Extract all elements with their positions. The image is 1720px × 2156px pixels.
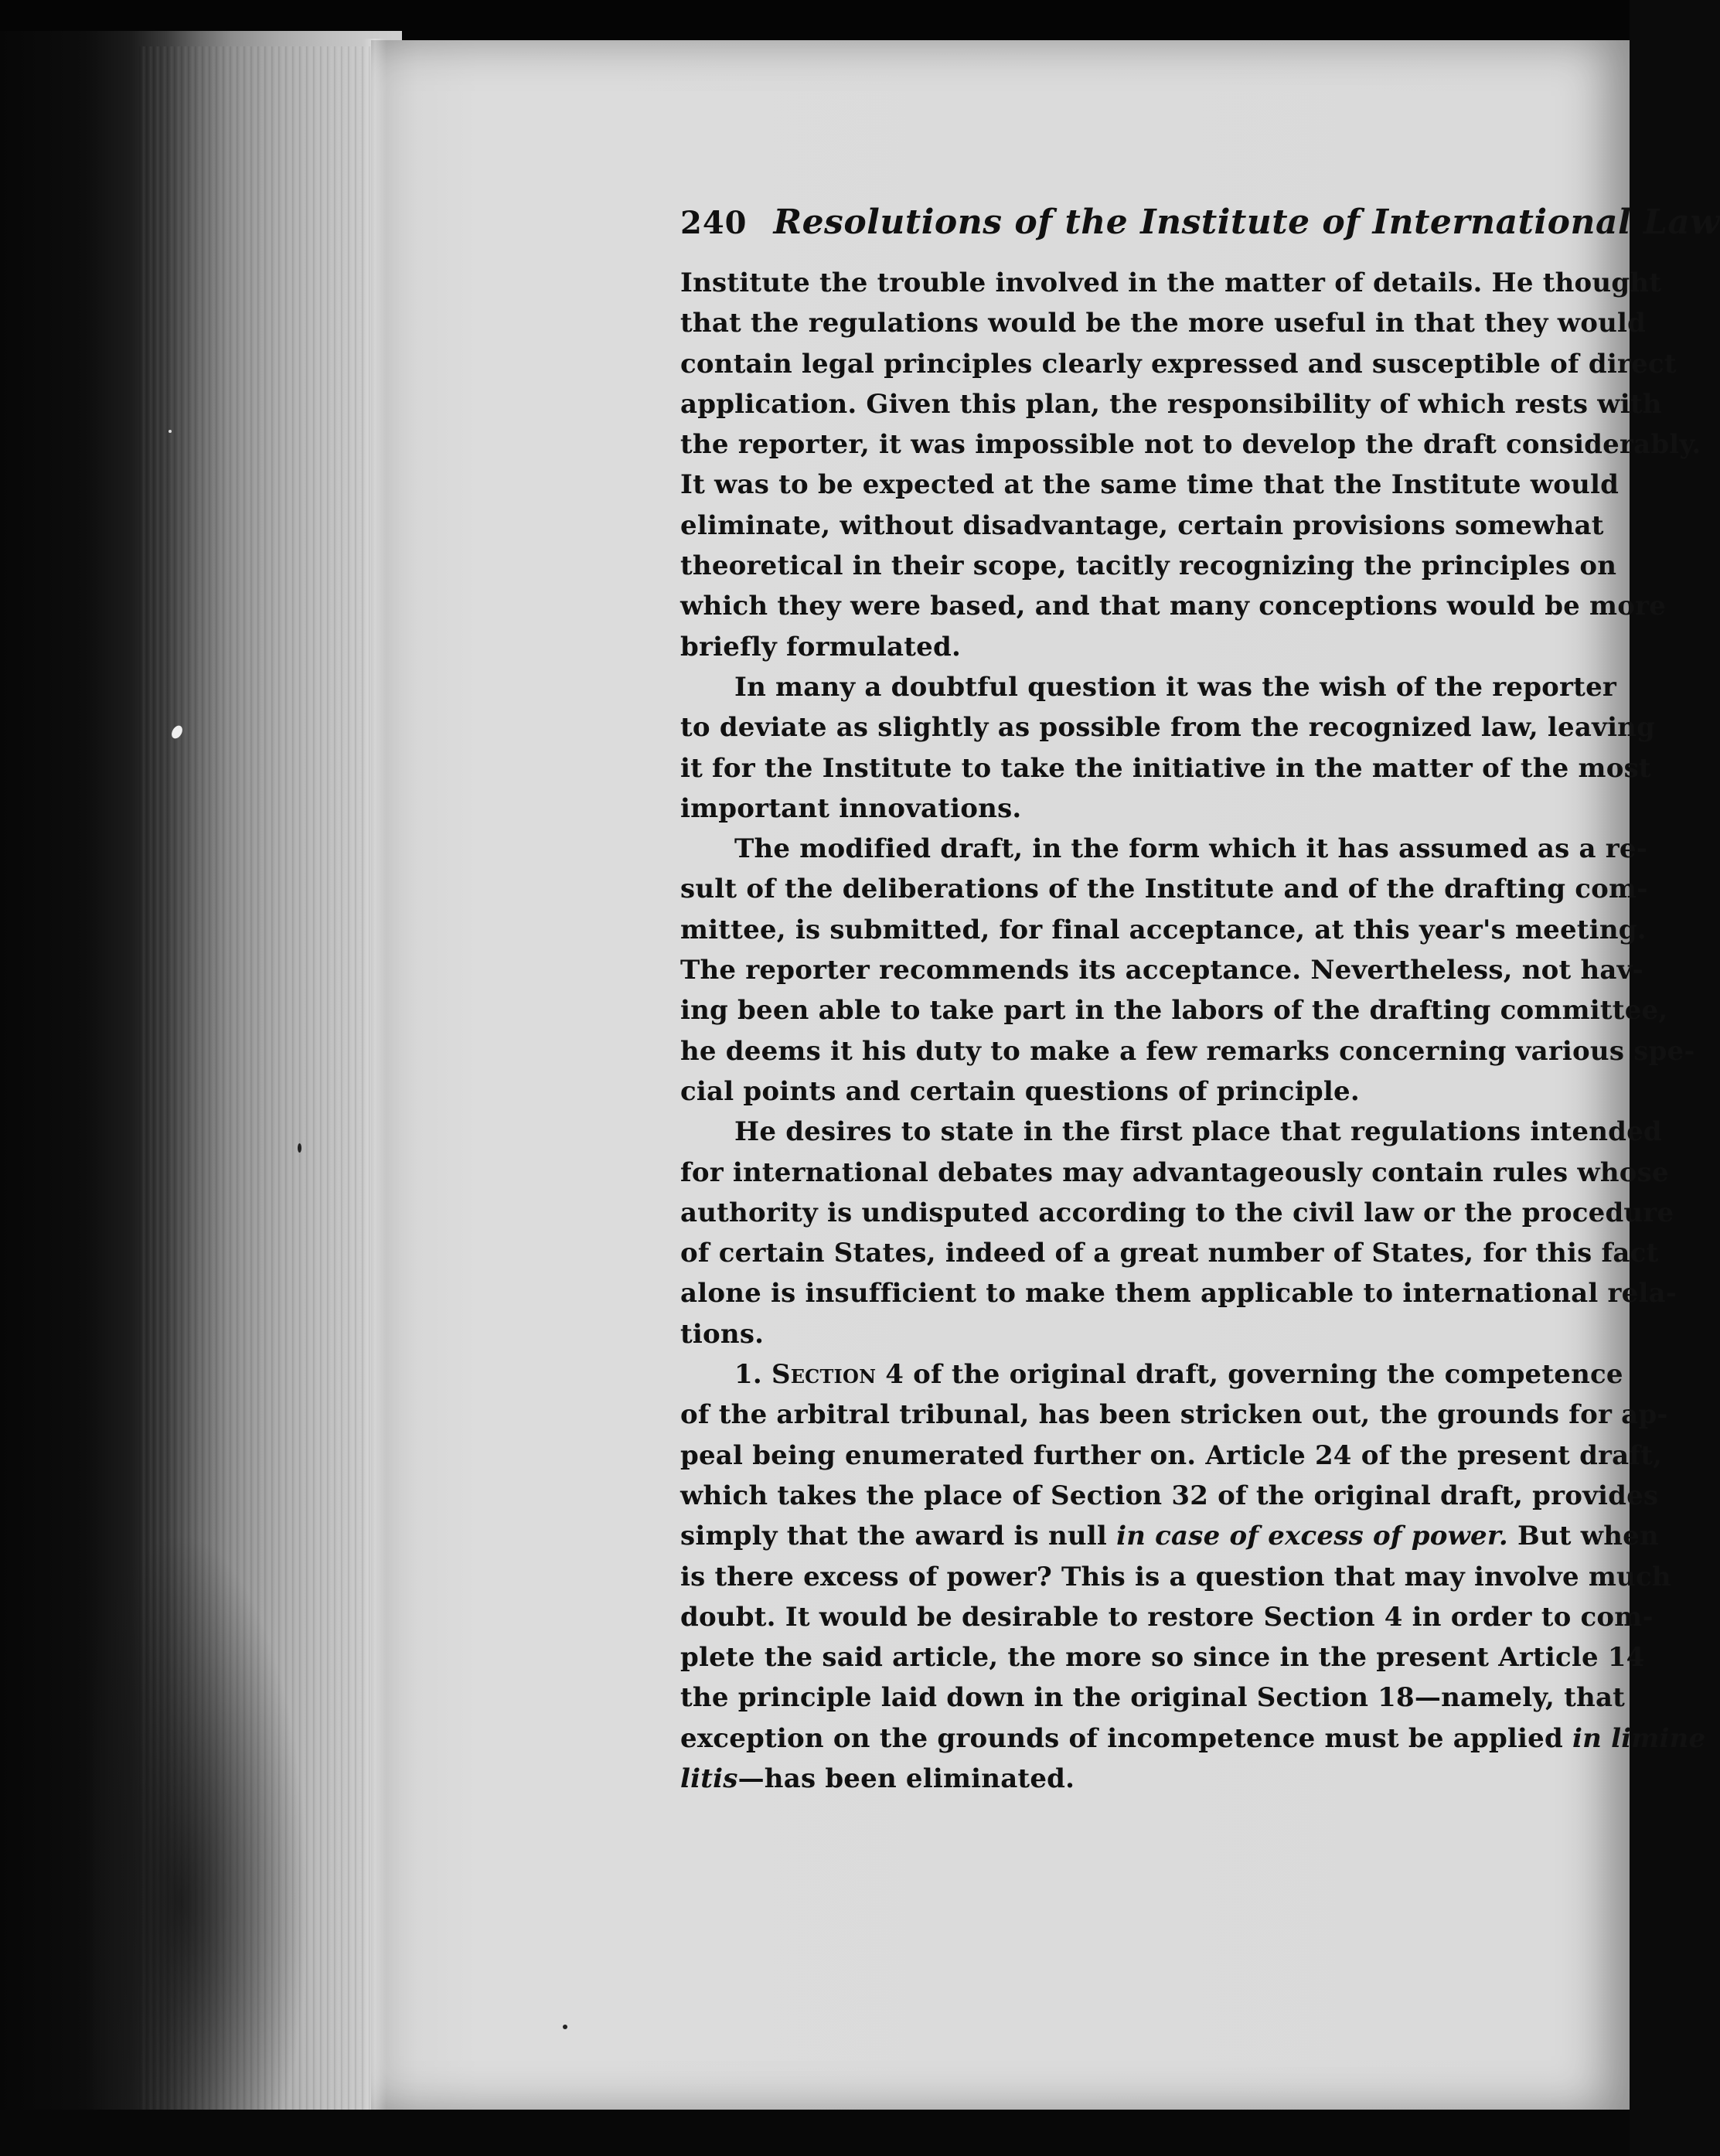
small-caps-word: Section	[771, 1359, 877, 1391]
paragraph-5	[680, 1354, 1706, 1799]
text-line: authority is undisputed according to the civil law or the procedure	[680, 1197, 1674, 1228]
paragraph-4	[680, 1112, 1677, 1354]
speck	[169, 430, 172, 433]
text-line	[680, 1718, 1706, 1759]
speck	[298, 1143, 301, 1153]
line-pre: exception on the grounds of incompetence must be applied	[680, 1722, 1572, 1754]
text-line: to deviate as slightly as possible from the recognized law, leaving	[680, 712, 1656, 744]
text-line: it for the Institute to take the initiative in the matter of the most	[680, 752, 1651, 784]
paragraph-3	[680, 829, 1695, 1112]
text-line: peal being enumerated further on. Article 24 of the present draft,	[680, 1439, 1663, 1471]
text-line: eliminate, without disadvantage, certain provisions somewhat	[680, 509, 1604, 541]
text-line	[680, 1516, 1659, 1556]
text-line: ing been able to take part in the labors of the drafting committee,	[680, 995, 1668, 1027]
paragraph-2	[680, 667, 1656, 829]
line-post: But when	[1507, 1521, 1659, 1552]
spine-dark-area	[93, 1531, 309, 2149]
text-line: which takes the place of Section 32 of the original draft, provides	[680, 1480, 1659, 1511]
line-post: —has been eliminated.	[737, 1763, 1075, 1794]
text-line: tions.	[680, 1318, 765, 1350]
running-head	[680, 203, 1720, 257]
italic-phrase: in limine	[1572, 1722, 1706, 1754]
text-line: application. Given this plan, the responsibility of which rests with	[680, 388, 1662, 420]
paragraph-1	[680, 263, 1701, 667]
page-content	[680, 203, 1720, 1799]
text-line: of the arbitral tribunal, has been stricken out, the grounds for ap-	[680, 1399, 1668, 1431]
running-title: Resolutions of the Institute of International Law	[773, 203, 1720, 242]
line-rest: 4 of the original draft, governing the competence	[876, 1359, 1623, 1391]
text-line: It was to be expected at the same time that the Institute would	[680, 469, 1620, 501]
text-line: He desires to state in the first place that regulations intended	[734, 1116, 1662, 1148]
text-line: for international debates may advantageously contain rules whose	[680, 1156, 1669, 1188]
text-line: he deems it his duty to make a few remarks concerning various spe-	[680, 1035, 1695, 1067]
text-line: mittee, is submitted, for final acceptance, at this year's meeting.	[680, 914, 1647, 945]
page-fold-highlight	[363, 39, 387, 2118]
text-line: theoretical in their scope, tacitly recognizing the principles on	[680, 550, 1617, 582]
text-line: The reporter recommends its acceptance. Nevertheless, not hav-	[680, 955, 1643, 986]
text-line: cial points and certain questions of principle.	[680, 1075, 1360, 1107]
text-line: is there excess of power? This is a question that may involve much	[680, 1561, 1671, 1592]
text-line: that the regulations would be the more useful in that they would	[680, 308, 1647, 339]
page-number: 240	[680, 205, 748, 241]
line-pre: simply that the award is null	[680, 1521, 1117, 1552]
text-line: which they were based, and that many conceptions would be more	[680, 591, 1667, 622]
text-line: important innovations.	[680, 792, 1022, 824]
text-line: doubt. It would be desirable to restore Section 4 in order to com-	[680, 1601, 1654, 1633]
text-line: The modified draft, in the form which it has assumed as a re-	[734, 833, 1648, 865]
italic-phrase: in case of excess of power.	[1116, 1521, 1508, 1552]
speck	[563, 2025, 567, 2029]
text-line: alone is insufficient to make them applicable to international rela-	[680, 1278, 1677, 1310]
text-line: contain legal principles clearly expressed and susceptible of direct	[680, 348, 1677, 380]
text-line: In many a doubtful question it was the wish of the reporter	[734, 671, 1617, 703]
text-line: sult of the deliberations of the Institute and of the drafting com-	[680, 874, 1648, 905]
bottom-dark-border	[0, 2110, 1630, 2156]
text-line: plete the said article, the more so since in the present Article 14	[680, 1642, 1645, 1674]
text-line: briefly formulated.	[680, 631, 961, 662]
text-line	[680, 1759, 1630, 1799]
italic-phrase: litis	[680, 1763, 738, 1794]
text-line: of certain States, indeed of a great number of States, for this fact	[680, 1238, 1659, 1269]
text-line	[680, 1354, 1630, 1395]
item-number: 1.	[734, 1359, 771, 1391]
text-line: the principle laid down in the original Section 18—namely, that	[680, 1682, 1626, 1714]
text-line: the reporter, it was impossible not to develop the draft considerably.	[680, 429, 1701, 461]
text-line: Institute the trouble involved in the matter of details. He thought	[680, 267, 1662, 298]
